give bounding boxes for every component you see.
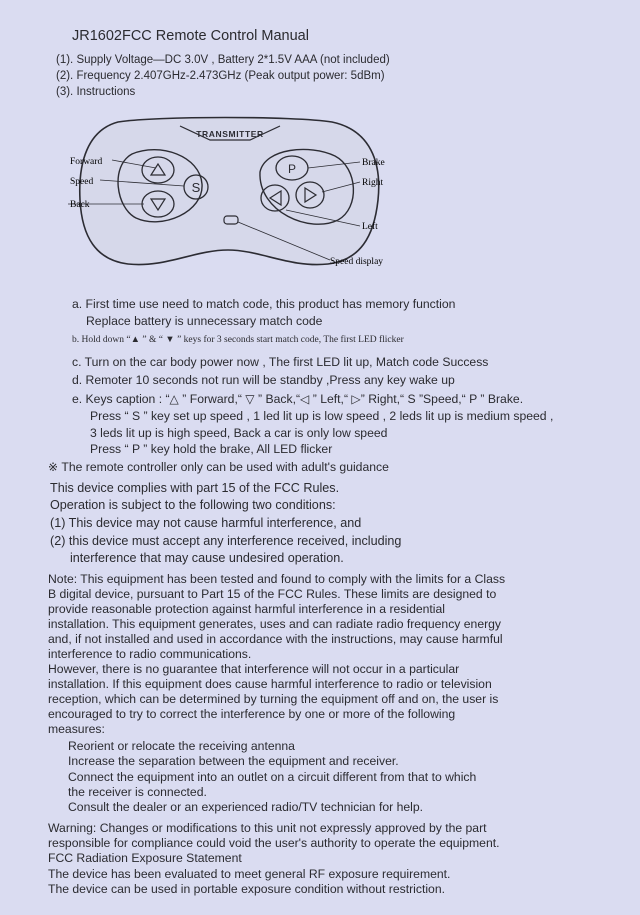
note-line-11: measures: <box>48 722 105 736</box>
label-left: Left <box>362 222 378 232</box>
instruction-e-line1: e. Keys caption : “△ ” Forward,“ ▽ ” Back,“◁ ” Left,“ ▷” Right,“ S ”Speed,“ P ” Brake. <box>72 392 524 406</box>
instruction-a-line1: a. First time use need to match code, this product has memory function <box>72 297 456 311</box>
measure-3-cont: the receiver is connected. <box>68 785 207 799</box>
note-line-6: interference to radio communications. <box>48 647 252 661</box>
note-line-10: encouraged to try to correct the interference by one or more of the following <box>48 707 456 721</box>
note-line-3: provide reasonable protection against harmful interference in a residential <box>48 602 446 616</box>
note-line-9: reception, which can be determined by turning the equipment off and on, the user is <box>48 692 499 706</box>
exposure-line-1: The device has been evaluated to meet general RF exposure requirement. <box>48 867 451 881</box>
transmitter-header: TRANSMITTER <box>196 129 264 139</box>
spec-supply-voltage: (1). Supply Voltage—DC 3.0V , Battery 2*1.5V AAA (not included) <box>56 54 390 66</box>
instruction-e-line3: 3 leds lit up is high speed, Back a car is only low speed <box>90 426 388 440</box>
adult-guidance-warning: ※ The remote controller only can be used with adult's guidance <box>48 460 389 474</box>
speed-key-letter: S <box>191 180 201 195</box>
note-line-5: and, if not installed and used in accordance with the instructions, may cause harmful <box>48 632 503 646</box>
fcc-line-1: This device complies with part 15 of the FCC Rules. <box>50 481 340 495</box>
label-back: Back <box>70 200 90 210</box>
fcc-line-2: Operation is subject to the following two conditions: <box>50 498 336 512</box>
label-brake: Brake <box>362 158 385 168</box>
instruction-c: c. Turn on the car body power now , The first LED lit up, Match code Success <box>72 355 489 369</box>
warning-line-1: Warning: Changes or modifications to this unit not expressly approved by the part <box>48 821 487 835</box>
fcc-line-3: (1) This device may not cause harmful interference, and <box>50 516 362 530</box>
instruction-b: b. Hold down “▲ ” & “ ▼ ” keys for 3 seconds start match code, The first LED flicker <box>72 335 404 345</box>
label-forward: Forward <box>70 157 103 167</box>
instruction-d: d. Remoter 10 seconds not run will be standby ,Press any key wake up <box>72 373 455 387</box>
instruction-a-line2: Replace battery is unnecessary match code <box>86 314 323 328</box>
note-line-1: Note: This equipment has been tested and found to comply with the limits for a Class <box>48 572 506 586</box>
note-line-7: However, there is no guarantee that interference will not occur in a particular <box>48 662 460 676</box>
measure-2: Increase the separation between the equipment and receiver. <box>68 754 399 768</box>
exposure-line-2: The device can be used in portable exposure condition without restriction. <box>48 882 446 896</box>
fcc-line-4: (2) this device must accept any interference received, including <box>50 534 402 548</box>
warning-line-2: responsible for compliance could void the user's authority to operate the equipment. <box>48 836 500 850</box>
measure-4: Consult the dealer or an experienced radio/TV technician for help. <box>68 800 424 814</box>
note-line-2: B digital device, pursuant to Part 15 of the FCC Rules. These limits are designed to <box>48 587 497 601</box>
note-line-4: installation. This equipment generates, uses and can radiate radio frequency energy <box>48 617 502 631</box>
instruction-e-line2: Press “ S ” key set up speed , 1 led lit up is low speed , 2 leds lit up is medium speed , <box>90 409 554 423</box>
exposure-heading: FCC Radiation Exposure Statement <box>48 851 242 865</box>
label-speed: Speed <box>70 177 94 187</box>
spec-frequency: (2). Frequency 2.407GHz-2.473GHz (Peak output power: 5dBm) <box>56 70 385 82</box>
spec-instructions-heading: (3). Instructions <box>56 86 136 98</box>
instruction-e-line4: Press “ P ” key hold the brake, All LED flicker <box>90 442 333 456</box>
measure-1: Reorient or relocate the receiving antenna <box>68 739 295 753</box>
measure-3: Connect the equipment into an outlet on a circuit different from that to which <box>68 770 477 784</box>
brake-key-letter: P <box>287 162 297 176</box>
label-right: Right <box>362 178 384 188</box>
note-line-8: installation. If this equipment does cause harmful interference to radio or television <box>48 677 492 691</box>
label-speed-display: Speed display <box>330 257 384 267</box>
document-title: JR1602FCC Remote Control Manual <box>72 28 309 44</box>
remote-control-diagram <box>60 112 400 282</box>
fcc-line-5: interference that may cause undesired operation. <box>70 551 344 565</box>
